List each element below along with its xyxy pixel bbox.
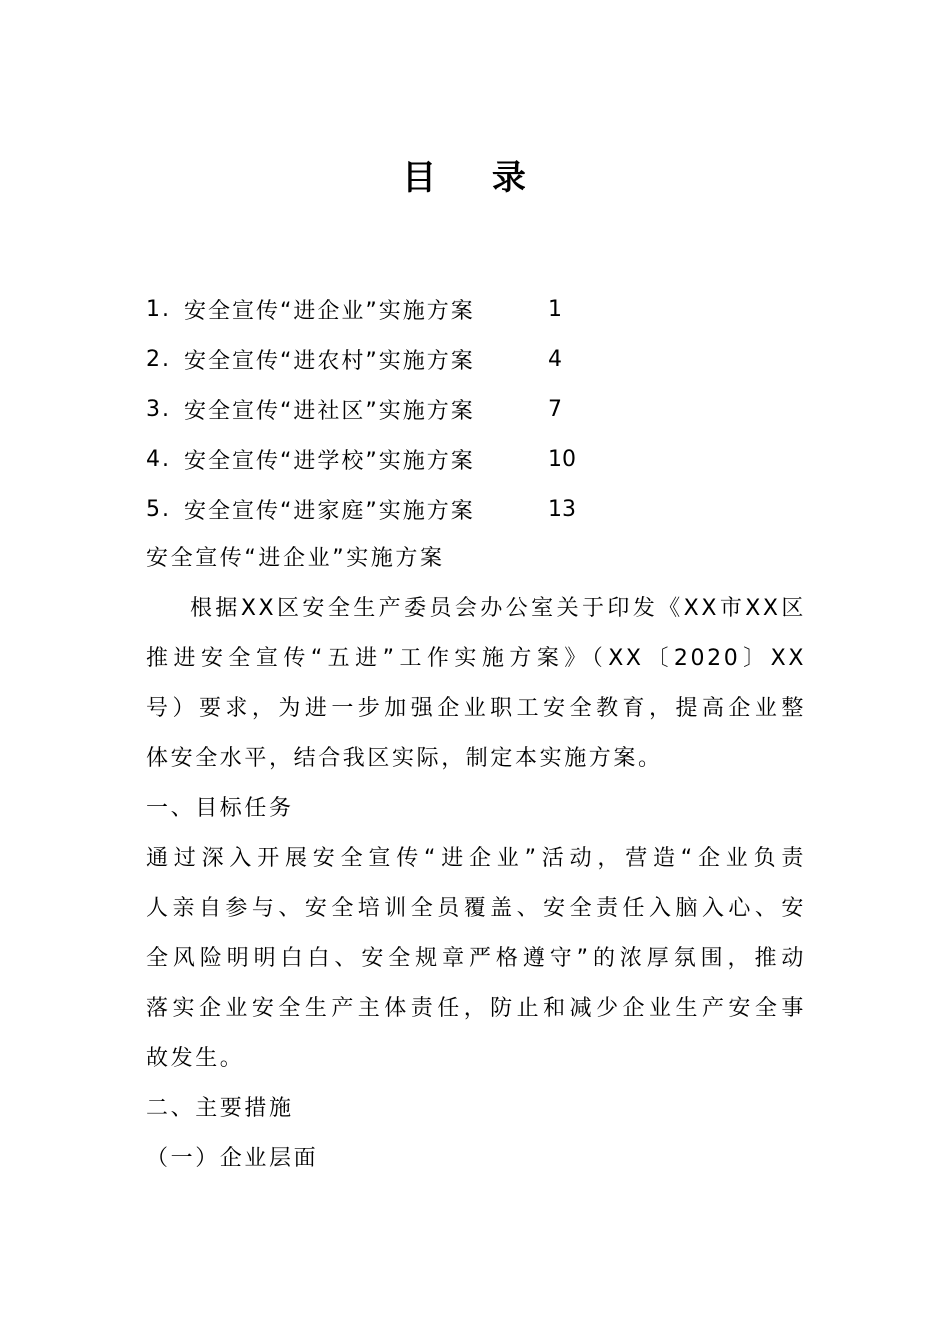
toc-item[interactable]: [146, 484, 806, 534]
document-heading: 安全宣传“进企业”实施方案: [146, 546, 445, 571]
toc-item-number: 5.: [146, 496, 171, 522]
toc-item-number: 2.: [146, 346, 171, 372]
toc-item-title: 安全宣传“进学校”实施方案: [184, 448, 475, 474]
toc-item[interactable]: [146, 434, 806, 484]
toc-item-page: 4: [548, 346, 562, 372]
document-body: [146, 534, 806, 1184]
section-line: 落实企业安全生产主体责任，防止和减少企业生产安全事: [146, 996, 806, 1021]
toc-title: 目 录: [402, 158, 548, 198]
toc-item-page: 1: [548, 296, 562, 322]
section-line: 人亲自参与、安全培训全员覆盖、安全责任入脑入心、安: [146, 896, 806, 921]
toc-item-title: 安全宣传“进社区”实施方案: [184, 398, 475, 424]
toc-item[interactable]: [146, 284, 806, 334]
intro-line: 号）要求，为进一步加强企业职工安全教育，提高企业整: [146, 696, 806, 721]
toc-item-number: 4.: [146, 446, 171, 472]
toc-item-title: 安全宣传“进农村”实施方案: [184, 348, 475, 374]
toc-list: [146, 284, 806, 534]
section-line: 故发生。: [146, 1046, 245, 1071]
toc-item-page: 13: [548, 496, 576, 522]
toc-item-number: 1.: [146, 296, 171, 322]
intro-line: 推进安全宣传“五进”工作实施方案》（XX〔2020〕XX: [146, 646, 806, 671]
toc-item-number: 3.: [146, 396, 171, 422]
toc-item-page: 7: [548, 396, 562, 422]
toc-item[interactable]: [146, 334, 806, 384]
toc-item-title: 安全宣传“进家庭”实施方案: [184, 498, 475, 524]
toc-item-title: 安全宣传“进企业”实施方案: [184, 298, 475, 324]
intro-line: 根据XX区安全生产委员会办公室关于印发《XX市XX区: [190, 596, 806, 621]
section-title: 二、主要措施: [146, 1096, 294, 1121]
section-line: 通过深入开展安全宣传“进企业”活动，营造“企业负责: [146, 846, 806, 871]
toc-item[interactable]: [146, 384, 806, 434]
toc-item-page: 10: [548, 446, 576, 472]
section-title: 一、目标任务: [146, 796, 294, 821]
section-line: 全风险明明白白、安全规章严格遵守”的浓厚氛围，推动: [146, 946, 806, 971]
subsection-title: （一）企业层面: [146, 1146, 319, 1171]
intro-line: 体安全水平，结合我区实际，制定本实施方案。: [146, 746, 663, 771]
